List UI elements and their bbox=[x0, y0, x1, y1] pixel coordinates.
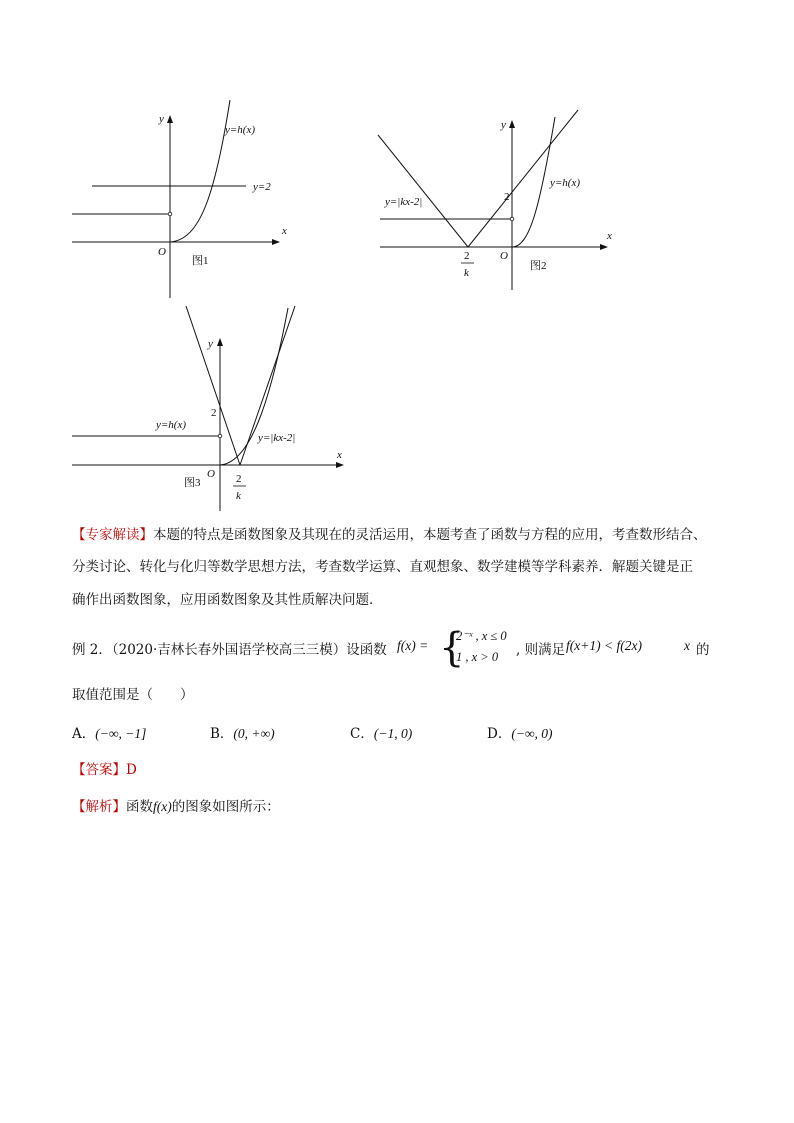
fig1-curve-label: y=h(x) bbox=[225, 124, 256, 136]
fig1-y-arrow bbox=[167, 115, 173, 123]
figure-1 bbox=[60, 95, 300, 300]
fig2-y-arrow bbox=[509, 120, 515, 128]
example-func: f(x) = bbox=[397, 638, 429, 653]
fig2-x-label: x bbox=[607, 230, 612, 242]
fig3-origin: O bbox=[207, 468, 215, 480]
fig3-curve-label: y=h(x) bbox=[156, 419, 187, 431]
fig2-curve bbox=[512, 117, 555, 247]
fig1-line-label: y=2 bbox=[253, 181, 271, 193]
fig2-abs-left bbox=[378, 135, 468, 247]
fig1-hollow-point bbox=[168, 212, 172, 216]
fig2-caption: 图2 bbox=[530, 260, 547, 272]
expert-text-1: 本题的特点是函数图象及其现在的灵活运用，本题考查了函数与方程的应用，考查数形结合、 bbox=[153, 527, 707, 543]
fig1-caption: 图1 bbox=[192, 255, 209, 267]
fig3-hollow-point bbox=[218, 434, 222, 438]
analysis-line bbox=[72, 797, 280, 817]
fig2-x-arrow bbox=[600, 244, 608, 250]
example-prefix: 例 2．（2020·吉林长春外国语学校高三三模）设函数 bbox=[72, 642, 387, 658]
fig2-curve-label: y=h(x) bbox=[550, 177, 581, 189]
option-a-value: (−∞, −1] bbox=[95, 726, 147, 741]
fig3-abs-left bbox=[186, 306, 240, 465]
answer-tag: 【答案】 bbox=[72, 762, 126, 778]
fig1-x-arrow bbox=[272, 239, 280, 245]
option-b-letter: B． bbox=[210, 726, 234, 742]
option-c-value: (−1, 0) bbox=[373, 726, 413, 741]
fig1-origin: O bbox=[158, 246, 166, 258]
fig2-frac-den: k bbox=[464, 267, 469, 279]
option-d-value: (−∞, 0) bbox=[511, 726, 553, 741]
example-line-1 bbox=[72, 625, 752, 671]
option-c-letter: C． bbox=[350, 726, 374, 742]
fig2-origin: O bbox=[500, 250, 508, 262]
analysis-tag: 【解析】 bbox=[72, 799, 126, 815]
fig3-frac-num: 2 bbox=[236, 473, 242, 485]
fig3-y-label: y bbox=[208, 338, 213, 350]
fig3-x-arrow bbox=[336, 462, 344, 468]
fig3-abs-label: y=|kx-2| bbox=[258, 432, 296, 444]
expert-line-3: 确作出函数图象，应用函数图象及其性质解决问题． bbox=[72, 592, 383, 608]
option-d-letter: D． bbox=[487, 726, 512, 742]
fig3-frac-den: k bbox=[236, 490, 241, 502]
example-line-2: 取值范围是（ ） bbox=[72, 687, 194, 703]
example-var: x bbox=[684, 638, 690, 653]
answer-value: D bbox=[126, 762, 137, 778]
fig1-y-label: y bbox=[159, 113, 164, 125]
fig2-abs-label: y=|kx-2| bbox=[385, 196, 423, 208]
option-b-value: (0, +∞) bbox=[233, 726, 275, 741]
fig2-y-tick: 2 bbox=[504, 191, 510, 203]
option-a-letter: A． bbox=[72, 726, 96, 742]
option-c bbox=[350, 722, 412, 742]
option-b bbox=[210, 722, 275, 742]
analysis-text-2: 的图象如图所示： bbox=[171, 799, 280, 815]
fig3-y-tick: 2 bbox=[211, 407, 217, 419]
example-suffix: , 则满足 bbox=[516, 642, 566, 658]
example-brace: { bbox=[439, 625, 465, 671]
example-case-1: 2⁻ˣ , x ≤ 0 bbox=[456, 629, 507, 643]
figure-2 bbox=[370, 95, 620, 295]
analysis-func: f(x) bbox=[153, 799, 172, 814]
fig2-frac-num: 2 bbox=[464, 250, 470, 262]
fig1-curve bbox=[170, 100, 230, 242]
expert-tag: 【专家解读】 bbox=[72, 527, 153, 543]
fig3-x-label: x bbox=[337, 449, 342, 461]
example-inequality: f(x+1) < f(2x) bbox=[566, 638, 642, 653]
figure-3 bbox=[60, 303, 360, 513]
fig3-caption: 图3 bbox=[184, 477, 201, 489]
analysis-text-1: 函数 bbox=[126, 799, 153, 815]
fig3-y-arrow bbox=[217, 338, 223, 346]
example-case-2: 1 , x > 0 bbox=[456, 650, 499, 664]
fig2-hollow-point bbox=[510, 217, 514, 221]
option-a bbox=[72, 722, 146, 742]
example-suffix-3: 的 bbox=[696, 642, 710, 658]
fig1-x-label: x bbox=[282, 225, 287, 237]
option-d bbox=[487, 722, 553, 742]
answer-line bbox=[72, 760, 137, 780]
fig2-y-label: y bbox=[501, 119, 506, 131]
expert-line-2: 分类讨论、转化与化归等数学思想方法，考查数学运算、直观想象、数学建模等学科素养．解题关键是正 bbox=[72, 559, 693, 575]
expert-line-1 bbox=[72, 525, 707, 545]
